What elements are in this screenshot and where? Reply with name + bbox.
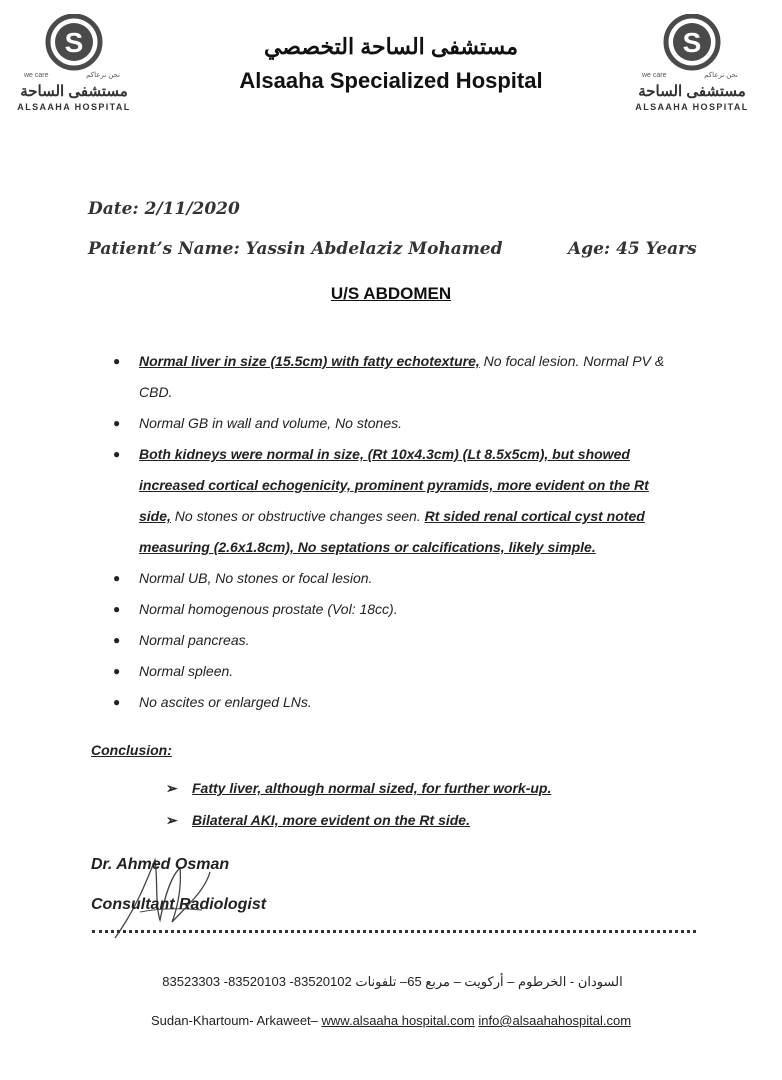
- hospital-logo-left: [14, 14, 134, 114]
- logo-name-en: ALSAAHA HOSPITAL: [17, 102, 131, 112]
- address-en: Sudan-Khartoum- Arkaweet– www.alsaaha hospital.com info@alsaahahospital.com: [150, 1013, 632, 1028]
- list-item: ● Normal pancreas.: [113, 632, 250, 648]
- list-item: ● Normal UB, No stones or focal lesion.: [113, 570, 373, 586]
- logo-name-ar: مستشفى الساحة: [638, 83, 746, 100]
- logo-tagline-en: we care: [24, 72, 49, 79]
- hospital-name-ar: مستشفى الساحة التخصصي: [263, 34, 519, 59]
- logo-tagline-ar: نحن نرعاكم: [704, 72, 738, 79]
- logo-tagline-en: we care: [642, 72, 667, 79]
- radiologist-name: Dr. Ahmed Osman: [91, 856, 230, 873]
- list-item: ● No ascites or enlarged LNs.: [113, 694, 312, 710]
- patient-age: Age: 45 Years: [568, 239, 697, 259]
- findings-list: [110, 346, 680, 718]
- hospital-name-en: Alsaaha Specialized Hospital: [239, 68, 543, 93]
- conclusion-heading: Conclusion:: [91, 742, 172, 758]
- conclusion-item: ➢ Fatty liver, although normal sized, for further work-up.: [166, 780, 552, 796]
- arrow-bullet-icon: ➢: [166, 780, 178, 796]
- arrow-bullet-icon: ➢: [166, 812, 178, 828]
- list-item: ● Normal liver in size (15.5cm) with fatty echotexture, No focal lesion. Normal PV & CBD.: [113, 353, 665, 400]
- hospital-logo-right: [632, 14, 752, 114]
- list-item: ● Normal homogenous prostate (Vol: 18cc).: [113, 601, 398, 617]
- logo-tagline-ar: نحن نرعاكم: [86, 72, 120, 79]
- s-circle-logo-icon: [44, 14, 104, 74]
- address-ar: السودان - الخرطوم – أركويت – مربع 65– تلفونات 83520102- 83520103- 83523303: [162, 974, 623, 989]
- logo-letter: S: [682, 27, 702, 58]
- report-date: Date: 2/11/2020: [88, 199, 240, 219]
- website-link[interactable]: www.alsaaha hospital.com: [321, 1013, 475, 1028]
- patient-name: Patient’s Name: Yassin Abdelaziz Mohamed: [88, 239, 503, 259]
- list-item: ● Normal GB in wall and volume, No stones.: [113, 415, 402, 431]
- conclusion-item: ➢ Bilateral AKI, more evident on the Rt side.: [166, 812, 470, 828]
- logo-letter: S: [64, 27, 84, 58]
- email-link[interactable]: info@alsaahahospital.com: [478, 1013, 632, 1028]
- footer-divider: [92, 930, 696, 933]
- logo-name-ar: مستشفى الساحة: [20, 83, 128, 100]
- list-item: ● Normal spleen.: [113, 663, 234, 679]
- list-item: ● Both kidneys were normal in size, (Rt 10x4.3cm) (Lt 8.5x5cm), but showed increased cortical echogenicity, prominent pyramids, more evident on the Rt side, No stones or obstructive changes seen. Rt sided renal cortical cyst noted measuring (2.6x1.8cm), No septations or calcifications, likely simple.: [113, 446, 649, 555]
- radiologist-title: Consultant Radiologist: [91, 896, 267, 913]
- report-title: U/S ABDOMEN: [330, 284, 452, 303]
- logo-name-en: ALSAAHA HOSPITAL: [635, 102, 749, 112]
- s-circle-logo-icon: [662, 14, 722, 74]
